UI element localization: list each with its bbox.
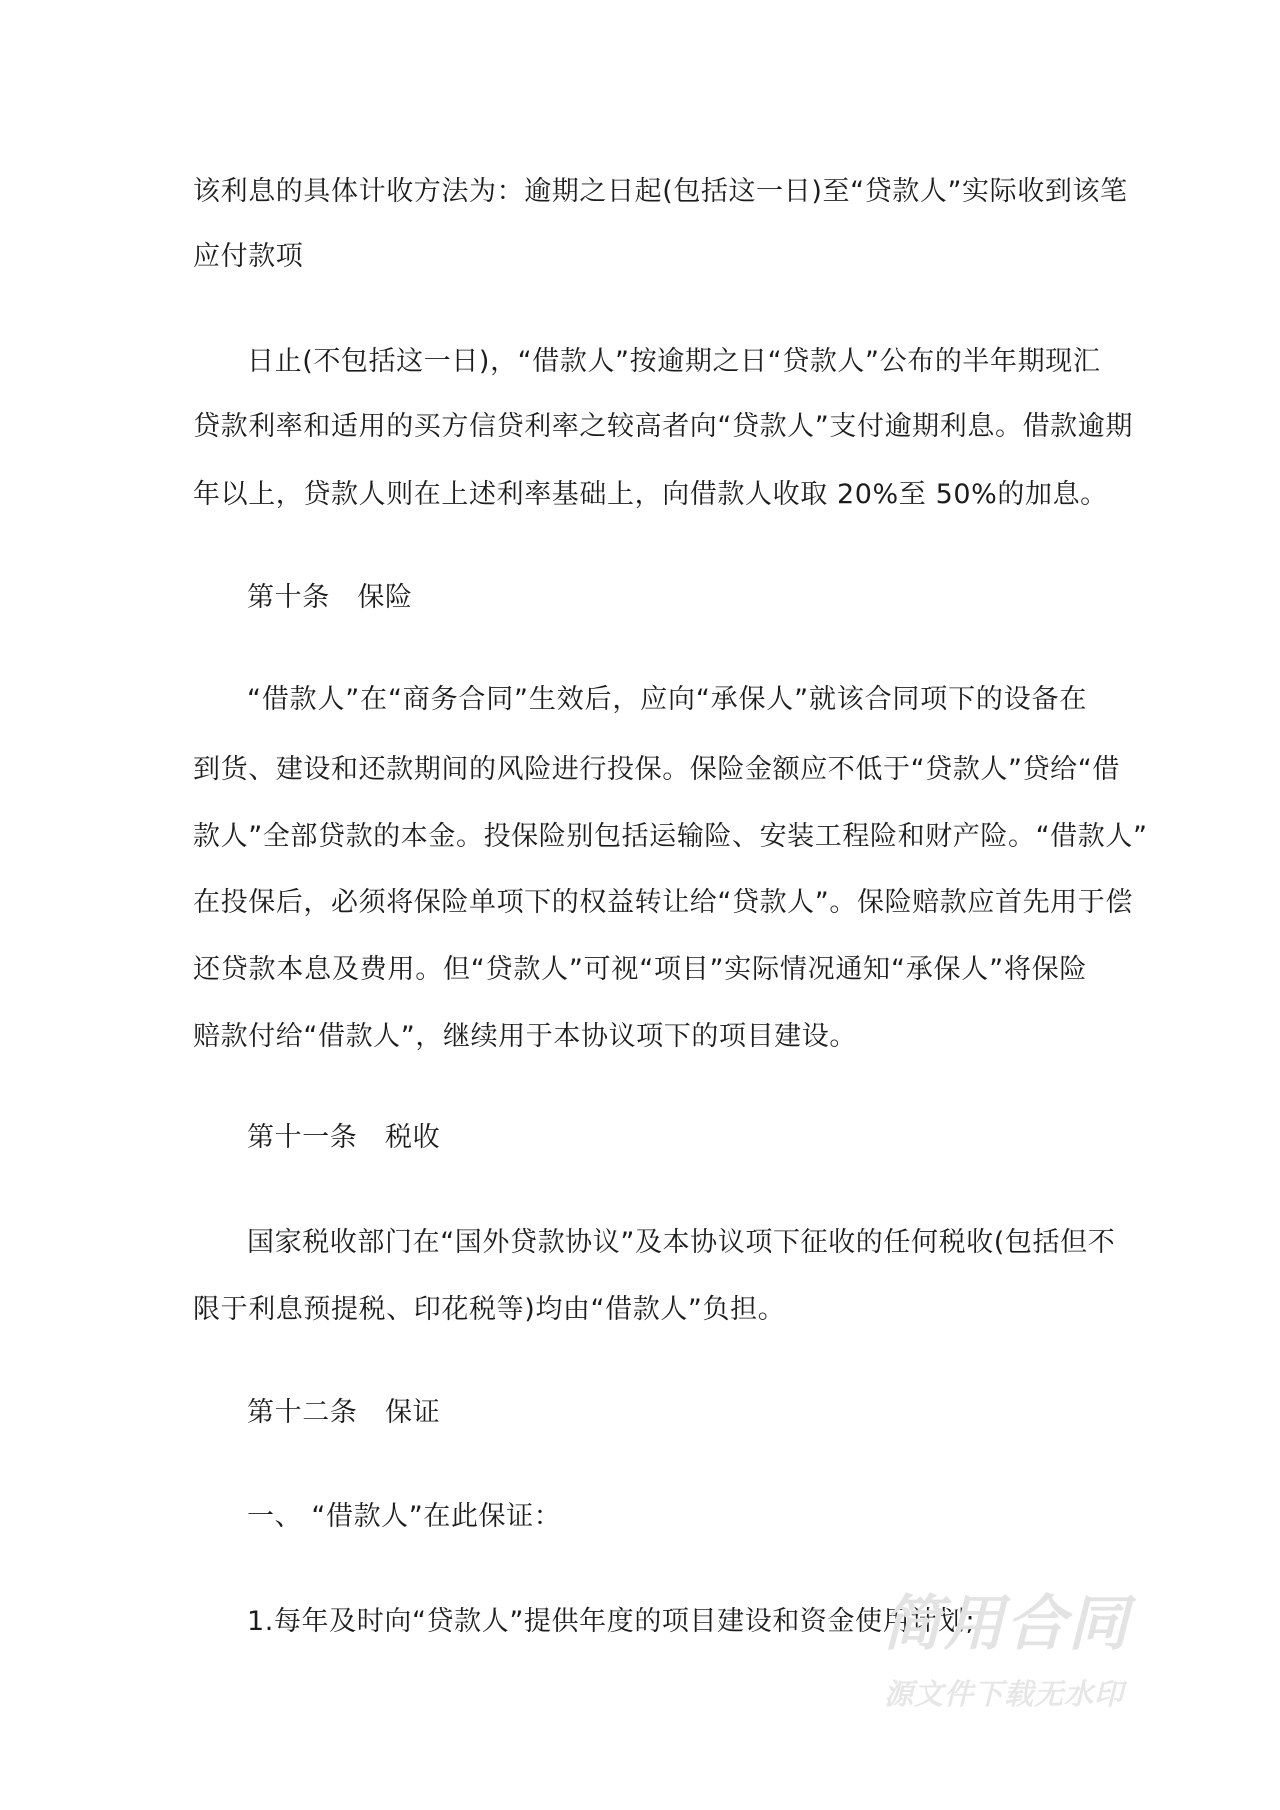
watermark-subtitle: 源文件下载无水印 — [884, 1677, 1125, 1711]
paragraph-line: 日止(不包括这一日)，“借款人”按逾期之日“贷款人”公布的半年期现汇 — [247, 346, 1101, 377]
paragraph-line: 年以上，贷款人则在上述利率基础上，向借款人收取 20%至 50%的加息。 — [193, 479, 1108, 510]
paragraph-line: 应付款项 — [193, 241, 304, 272]
subsection-heading: 一、 “借款人”在此保证： — [247, 1501, 562, 1532]
list-item: 1.每年及时向“贷款人”提供年度的项目建设和资金使用计划; — [247, 1606, 976, 1637]
paragraph-line: 贷款利率和适用的买方信贷利率之较高者向“贷款人”支付逾期利息。借款逾期 — [193, 411, 1133, 442]
section-heading-article-11: 第十一条 税收 — [247, 1122, 441, 1153]
paragraph-line: 在投保后，必须将保险单项下的权益转让给“贷款人”。保险赔款应首先用于偿 — [193, 887, 1133, 918]
paragraph-line: 赔款付给“借款人”，继续用于本协议项下的项目建设。 — [193, 1021, 857, 1052]
section-heading-article-12: 第十二条 保证 — [247, 1397, 441, 1428]
paragraph-line: 到货、建设和还款期间的风险进行投保。保险金额应不低于“贷款人”贷给“借 — [193, 754, 1120, 785]
paragraph-line: 国家税收部门在“国外贷款协议”及本协议项下征收的任何税收(包括但不 — [247, 1227, 1116, 1258]
paragraph-line: 款人”全部贷款的本金。投保险别包括运输险、安装工程险和财产险。“借款人” — [193, 821, 1148, 852]
paragraph-line: “借款人”在“商务合同”生效后，应向“承保人”就该合同项下的设备在 — [247, 684, 1087, 715]
watermark-title: 简用合同 — [882, 1589, 1130, 1659]
paragraph-line: 还贷款本息及费用。但“贷款人”可视“项目”实际情况通知“承保人”将保险 — [193, 954, 1087, 985]
paragraph-line: 限于利息预提税、印花税等)均由“借款人”负担。 — [193, 1294, 786, 1325]
section-heading-article-10: 第十条 保险 — [247, 582, 413, 613]
paragraph-line: 该利息的具体计收方法为：逾期之日起(包括这一日)至“贷款人”实际收到该笔 — [193, 176, 1128, 207]
